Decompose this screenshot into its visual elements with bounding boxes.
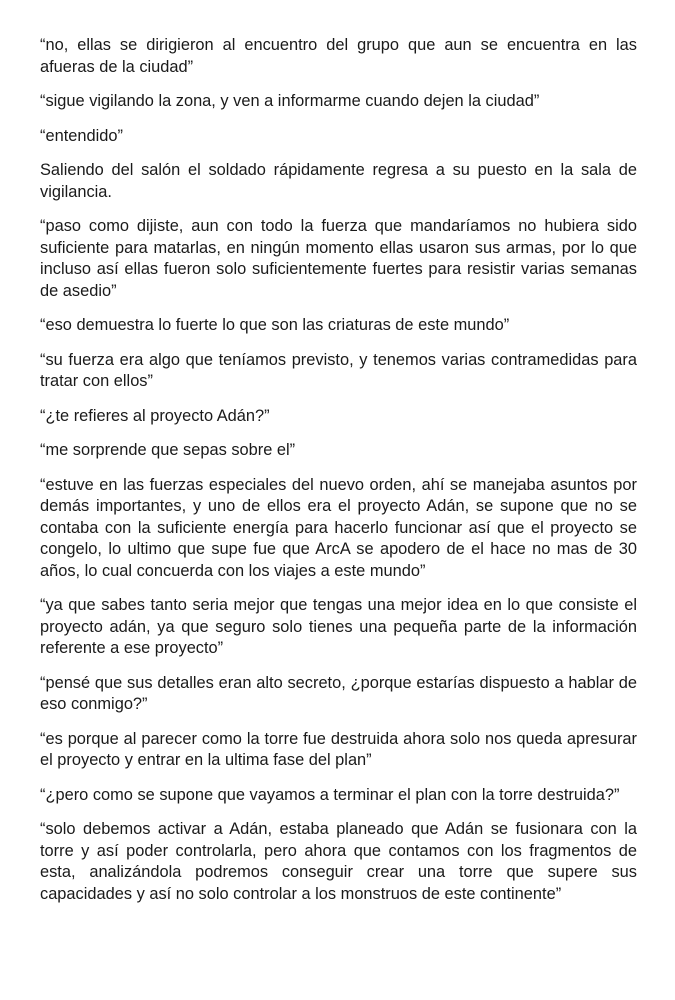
paragraph-9: “me sorprende que sepas sobre el” [40, 441, 296, 459]
paragraph-3: “entendido” [40, 126, 123, 145]
document-page [40, 35, 637, 918]
paragraph-8: “¿te refieres al proyecto Adán?” [40, 406, 270, 425]
paragraph-5: “paso como dijiste, aun con todo la fuerza que mandaríamos no hubiera sido suficiente para matarlas, en ningún momento ellas usaron sus armas, por lo que incluso así ellas fueron solo suficientemente fuertes para resistir varias semanas de asedio” [40, 217, 637, 300]
paragraph-12: “pensé que sus detalles eran alto secreto, ¿porque estarías dispuesto a hablar de eso conmigo?” [40, 673, 637, 713]
paragraph-10: “estuve en las fuerzas especiales del nuevo orden, ahí se manejaba asuntos por demás importantes, y uno de ellos era el proyecto Adán, se supone que no se contaba con la suficiente energía para hacerlo funcionar así que el proyecto se congelo, lo ultimo que supe fue que ArcA se apodero de el hace no mas de 30 años, lo cual concuerda con los viajes a este mundo” [40, 475, 637, 580]
paragraph-11: “ya que sabes tanto seria mejor que tengas una mejor idea en lo que consiste el proyecto adán, ya que seguro solo tienes una pequeña parte de la información referente a ese proyecto” [40, 596, 637, 657]
paragraph-14: “¿pero como se supone que vayamos a terminar el plan con la torre destruida?” [40, 785, 620, 804]
paragraph-15: “solo debemos activar a Adán, estaba planeado que Adán se fusionara con la torre y así poder controlarla, pero ahora que contamos con los fragmentos de esta, analizándola podremos conseguir crear una torre que supere sus capacidades y así no solo controlar a los monstruos de este continente” [40, 820, 637, 903]
paragraph-4: Saliendo del salón el soldado rápidamente regresa a su puesto en la sala de vigilancia. [40, 161, 637, 201]
paragraph-2: “sigue vigilando la zona, y ven a informarme cuando dejen la ciudad” [40, 92, 540, 110]
paragraph-13: “es porque al parecer como la torre fue destruida ahora solo nos queda apresurar el proyecto y entrar en la ultima fase del plan” [40, 729, 637, 769]
paragraph-1: “no, ellas se dirigieron al encuentro del grupo que aun se encuentra en las afueras de la ciudad” [40, 36, 637, 76]
paragraph-7: “su fuerza era algo que teníamos previsto, y tenemos varias contramedidas para tratar con ellos” [40, 350, 637, 390]
paragraph-6: “eso demuestra lo fuerte lo que son las criaturas de este mundo” [40, 316, 510, 334]
